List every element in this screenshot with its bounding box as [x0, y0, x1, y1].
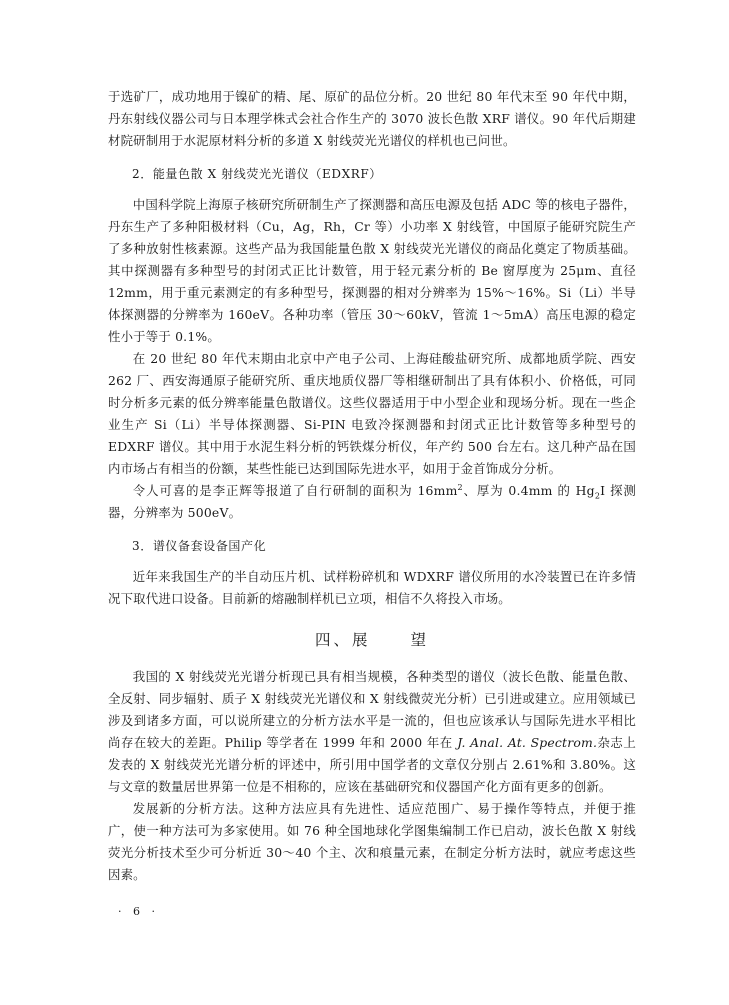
subheading-edxrf: 2．能量色散 X 射线荧光光谱仪（EDXRF）	[132, 167, 382, 181]
section-title-right: 望	[410, 631, 430, 649]
intro-paragraph: 于选矿厂，成功地用于镍矿的精、尾、原矿的品位分析。20 世纪 80 年代末至 90 年代中期，丹东射线仪器公司与日本理学株式会社合作生产的 3070 波长色散 XRF 谱仪。90 年代后期建材院研制用于水泥原材料分析的多道 X 射线荧光光谱仪的样机也已问世。	[108, 89, 636, 148]
paragraph-new-methods: 发展新的分析方法。这种方法应具有先进性、适应范围广、易于操作等特点，并便于推广，使一种方法可为多家使用。如 76 种全国地球化学图集编制工作已启动，波长色散 X 射线荧光分析技术至少可分析近 30～40 个主、次和痕量元素，在制定分析方法时，就应考虑这些因素。	[108, 801, 636, 882]
paragraph-hgi-detector	[108, 480, 636, 524]
hgi-text-mid: 、厚为 0.4mm 的 Hg	[462, 483, 595, 498]
paragraph-accessories: 近年来我国生产的半自动压片机、试样粉碎机和 WDXRF 谱仪所用的水冷装置已在许多情况下取代进口设备。目前新的熔融制样机已立项，相信不久将投入市场。	[108, 569, 636, 606]
section-title-outlook	[108, 628, 636, 652]
paragraph-detectors: 中国科学院上海原子核研究所研制生产了探测器和高压电源及包括 ADC 等的核电子器件，丹东生产了多种阳极材料（Cu，Ag，Rh，Cr 等）小功率 X 射线管，中国原子能研究院生产了多种放射性核素源。这些产品为我国能量色散 X 射线荧光光谱仪的商品化奠定了物质基础。其中探测器有多种型号的封闭式正比计数管，用于轻元素分析的 Be 窗厚度为 25μm、直径 12mm，用于重元素测定的有多种型号，探测器的相对分辨率为 15%～16%。Si（Li）半导体探测器的分辨率为 160eV。各种功率（管压 30～60kV，管流 1～5mA）高压电源的稳定性小于等于 0.1%。	[108, 197, 636, 344]
hgi-text-pre: 令人可喜的是李正辉等报道了自行研制的面积为 16mm	[132, 483, 458, 498]
paragraph-outlook	[108, 666, 636, 798]
document-page	[108, 86, 636, 886]
subscript-2: 2	[594, 491, 601, 501]
superscript-2: 2	[457, 482, 463, 492]
section-title-left: 四、展	[314, 631, 371, 649]
outlook-text-post: 杂志上发表的 X 射线荧光光谱分析的评述中，所引用中国学者的文章仅分别占 2.61%和 3.80%。这与文章的数量居世界第一位是不相称的，应该在基础研究和仪器国产化方面有更多的创新。	[108, 735, 636, 794]
subheading-accessories: 3．谱仪备套设备国产化	[132, 539, 267, 553]
hgi-text-post: I 探测器，分辨率为 500eV。	[108, 483, 636, 520]
paragraph-edxrf-makers: 在 20 世纪 80 年代末期由北京中产电子公司、上海硅酸盐研究所、成都地质学院、西安 262 厂、西安海通原子能研究所、重庆地质仪器厂等相继研制出了具有体积小、价格低，可同时分析多元素的低分辨率能量色散谱仪。这些仪器适用于中小型企业和现场分析。现在一些企业生产 Si（Li）半导体探测器、Si-PIN 电致冷探测器和封闭式正比计数管等多种型号的 EDXRF 谱仪。其中用于水泥生料分析的钙铁煤分析仪，年产约 500 台左右。这几种产品在国内市场占有相当的份额，某些性能已达到国际先进水平，如用于金首饰成分分析。	[108, 351, 636, 476]
journal-name: J. Anal. At. Spectrom.	[457, 735, 598, 750]
outlook-text-pre: 我国的 X 射线荧光光谱分析现已具有相当规模，各种类型的谱仪（波长色散、能量色散、全反射、同步辐射、质子 X 射线荧光光谱仪和 X 射线微荧光分析）已引进或建立。应用领域已涉及到诸多方面，可以说所建立的分析方法水平是一流的，但也应该承认与国际先进水平相比尚存在较大的差距。Philip 等学者在 1999 年和 2000 年在	[108, 669, 636, 750]
page-number: · 6 ·	[118, 905, 159, 918]
